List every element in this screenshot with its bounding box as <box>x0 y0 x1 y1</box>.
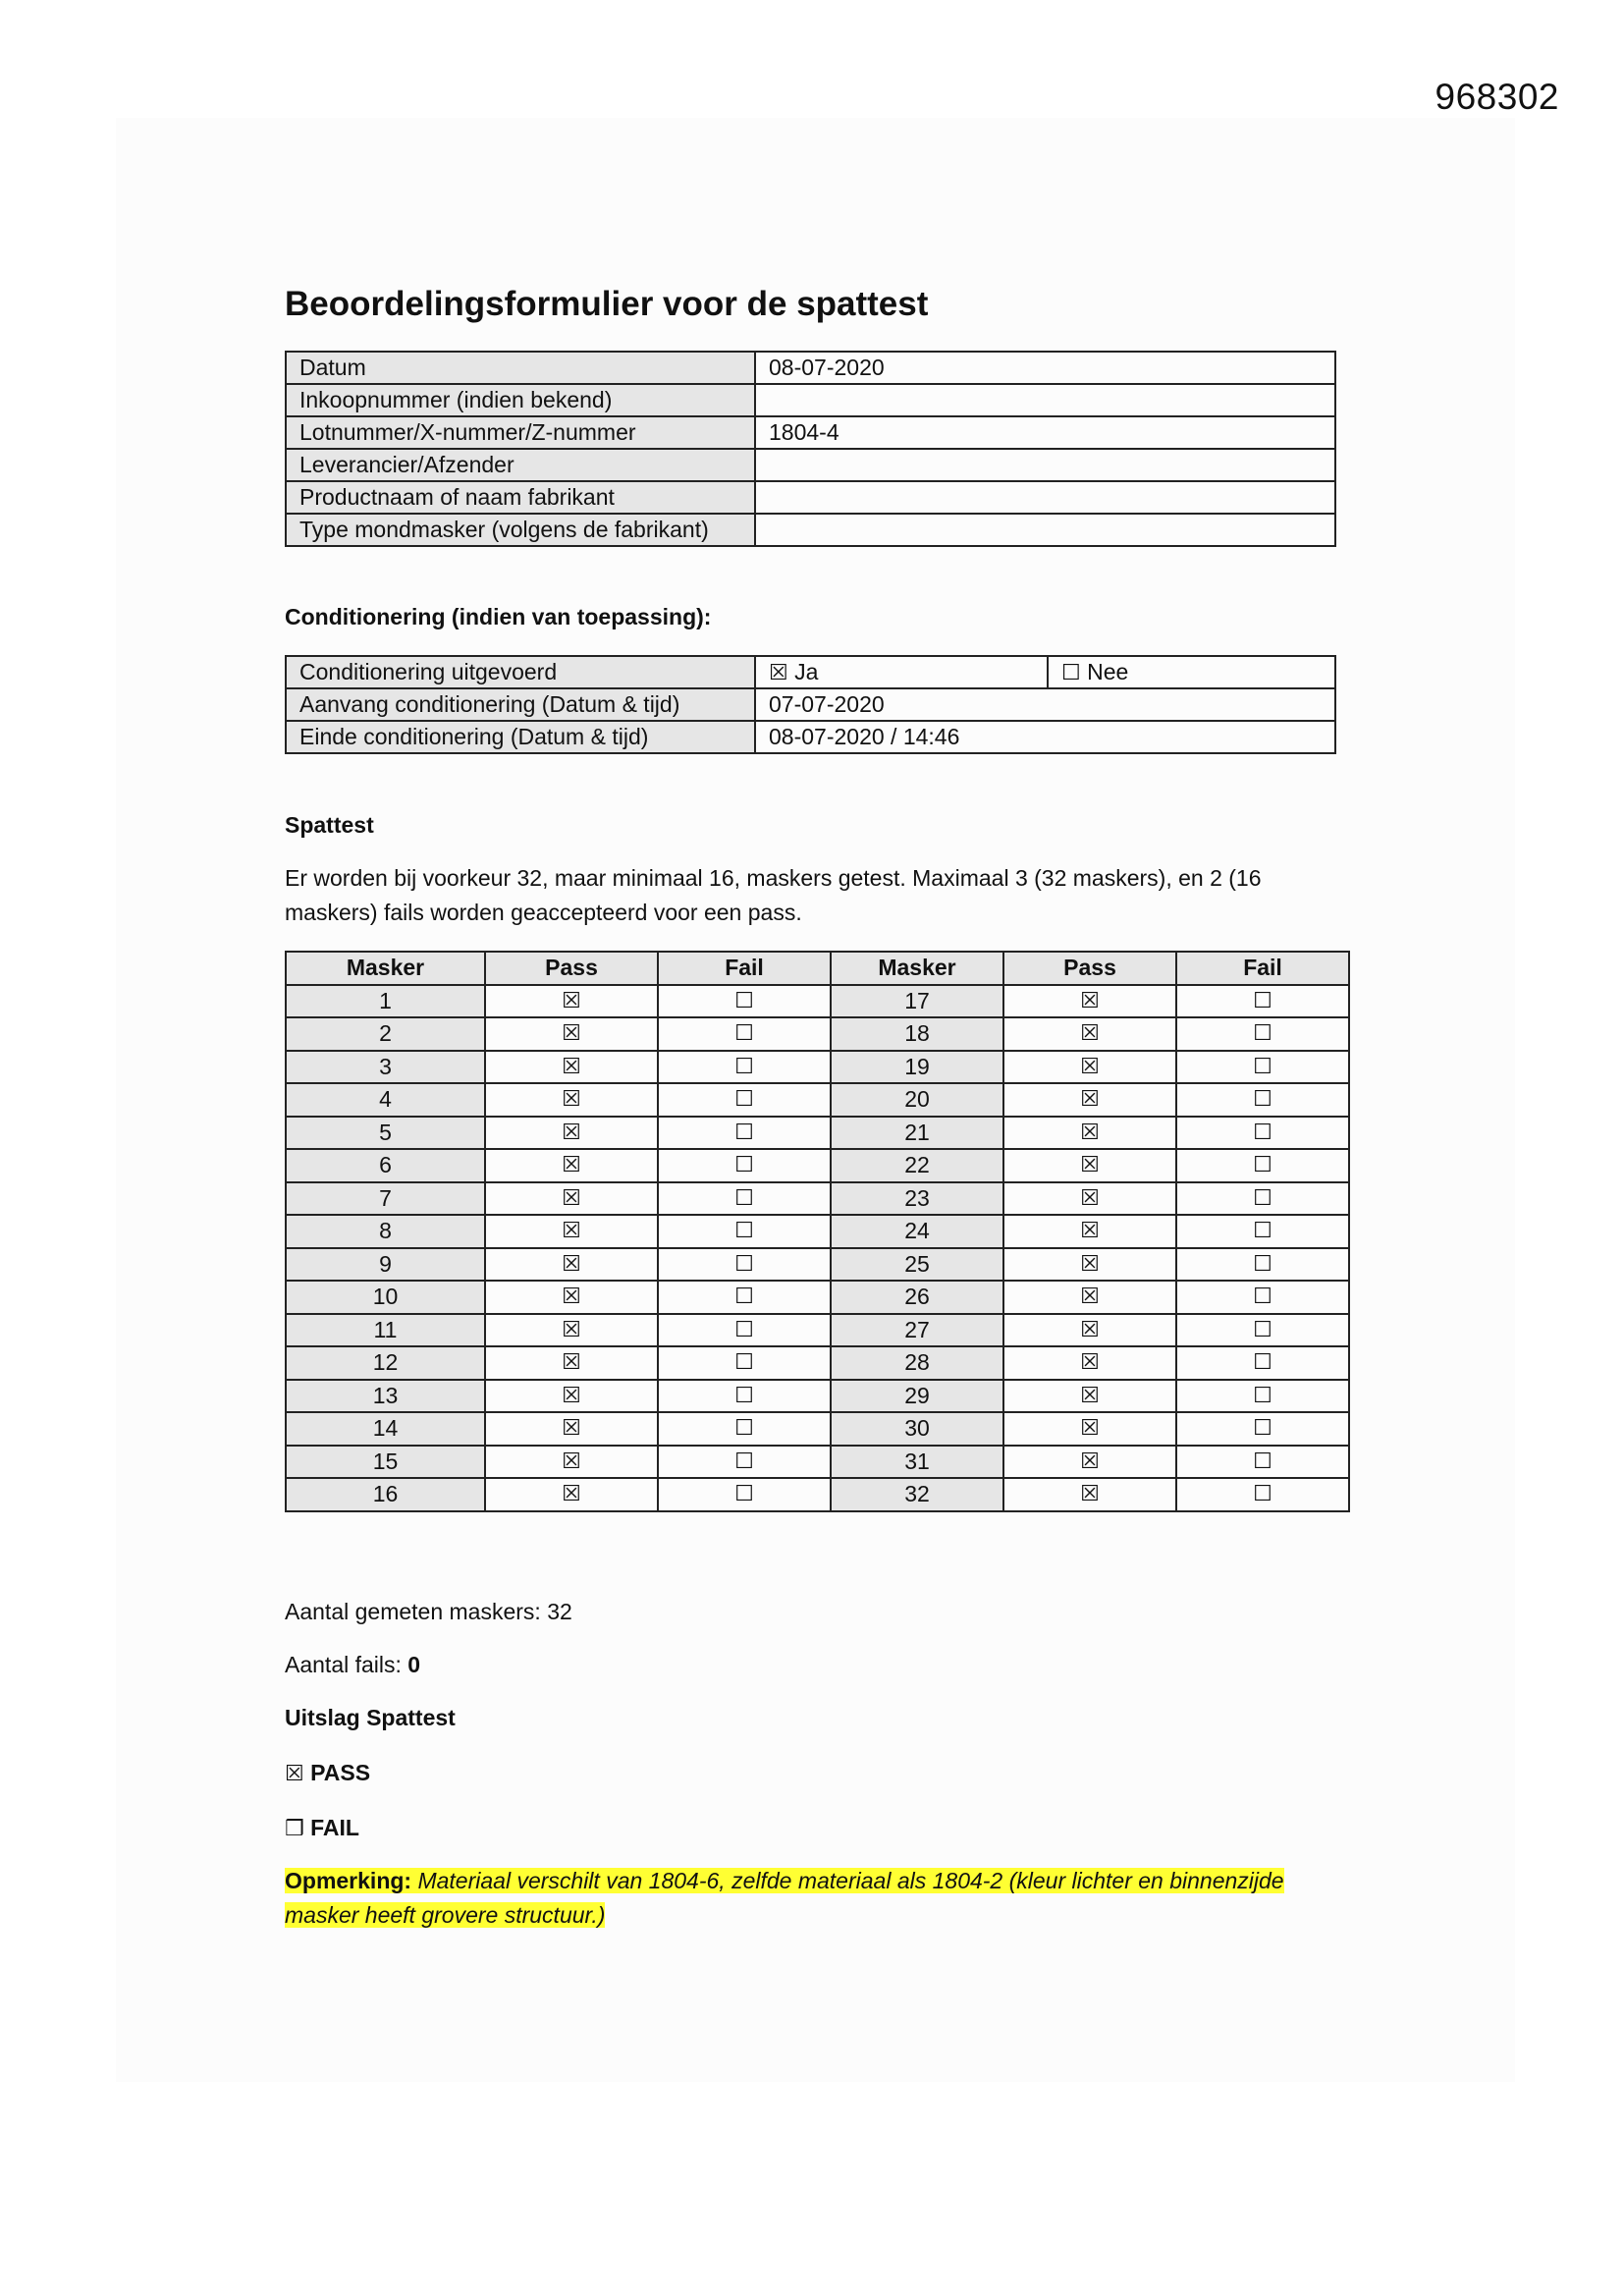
table-row <box>286 1346 1349 1380</box>
pass-checkbox[interactable]: ☒ <box>1003 1446 1176 1479</box>
mask-number: 29 <box>831 1380 1003 1413</box>
mask-number: 12 <box>286 1346 485 1380</box>
mask-number: 30 <box>831 1412 1003 1446</box>
fail-checkbox[interactable]: ☐ <box>658 1412 831 1446</box>
column-header: Fail <box>658 952 831 985</box>
pass-checkbox[interactable]: ☒ <box>1003 1083 1176 1117</box>
product-info-table <box>285 351 1336 547</box>
fail-checkbox[interactable]: ☐ <box>1176 1017 1349 1051</box>
mask-number: 25 <box>831 1248 1003 1282</box>
fail-checkbox[interactable]: ☐ <box>1176 1412 1349 1446</box>
pass-checkbox[interactable]: ☒ <box>1003 1478 1176 1511</box>
conditioning-nee-option[interactable] <box>1048 656 1335 688</box>
fail-checkbox[interactable]: ☐ <box>658 1149 831 1182</box>
fail-checkbox[interactable]: ☐ <box>1176 1446 1349 1479</box>
mask-number: 15 <box>286 1446 485 1479</box>
mask-number: 21 <box>831 1117 1003 1150</box>
fail-checkbox[interactable]: ☐ <box>1176 1478 1349 1511</box>
pass-label: PASS <box>310 1760 371 1785</box>
measured-count <box>285 1599 572 1625</box>
mask-results-table <box>285 951 1350 1512</box>
remark-label: Opmerking: <box>285 1868 412 1893</box>
table-row <box>286 1446 1349 1479</box>
product-info-value[interactable]: 1804-4 <box>755 416 1335 449</box>
product-info-label: Productnaam of naam fabrikant <box>286 481 755 514</box>
fails-count <box>285 1652 420 1678</box>
mask-number: 8 <box>286 1215 485 1248</box>
fail-checkbox[interactable]: ☐ <box>658 1017 831 1051</box>
pass-checkbox[interactable]: ☒ <box>1003 1281 1176 1314</box>
table-row <box>286 1083 1349 1117</box>
fail-checkbox[interactable]: ☐ <box>658 1478 831 1511</box>
remark-text: Materiaal verschilt van 1804-6, zelfde materiaal als 1804-2 (kleur lichter en binnenzijde masker heeft grovere structuur.) <box>285 1868 1284 1928</box>
conditioning-end-label: Einde conditionering (Datum & tijd) <box>286 721 755 753</box>
column-header: Masker <box>286 952 485 985</box>
table-row <box>286 1478 1349 1511</box>
product-info-value[interactable] <box>755 384 1335 416</box>
fail-checkbox[interactable]: ☐ <box>1176 1149 1349 1182</box>
conditioning-table <box>285 655 1336 754</box>
result-fail-option[interactable] <box>285 1815 359 1841</box>
form-title: Beoordelingsformulier voor de spattest <box>285 285 929 323</box>
mask-number: 20 <box>831 1083 1003 1117</box>
fail-checkbox[interactable]: ☐ <box>658 1281 831 1314</box>
mask-number: 6 <box>286 1149 485 1182</box>
column-header: Pass <box>1003 952 1176 985</box>
fail-checkbox[interactable]: ☐ <box>658 985 831 1018</box>
fail-checkbox[interactable]: ☐ <box>658 1248 831 1282</box>
conditioning-performed-row <box>286 656 1335 688</box>
mask-number: 24 <box>831 1215 1003 1248</box>
column-header: Pass <box>485 952 658 985</box>
product-info-label: Leverancier/Afzender <box>286 449 755 481</box>
fail-checkbox[interactable]: ☐ <box>658 1380 831 1413</box>
pass-checkbox[interactable]: ☒ <box>485 1478 658 1511</box>
table-row <box>286 1314 1349 1347</box>
fail-checkbox[interactable]: ☐ <box>1176 1281 1349 1314</box>
product-info-value[interactable] <box>755 514 1335 546</box>
pass-checkbox[interactable]: ☒ <box>485 1117 658 1150</box>
pass-checkbox[interactable]: ☒ <box>485 1215 658 1248</box>
nee-checkbox[interactable]: ☐ <box>1061 661 1081 685</box>
pass-checkbox[interactable]: ☒ <box>485 1314 658 1347</box>
mask-number: 19 <box>831 1051 1003 1084</box>
fail-checkbox[interactable]: ☐ <box>658 1083 831 1117</box>
fail-label: FAIL <box>310 1815 359 1840</box>
pass-checkbox[interactable]: ☒ <box>485 1017 658 1051</box>
pass-checkbox[interactable]: ☒ <box>1003 985 1176 1018</box>
pass-checkbox[interactable]: ☒ <box>485 1051 658 1084</box>
product-info-label: Lotnummer/X-nummer/Z-nummer <box>286 416 755 449</box>
pass-checkbox[interactable]: ☒ <box>485 1149 658 1182</box>
mask-number: 2 <box>286 1017 485 1051</box>
product-info-value[interactable] <box>755 449 1335 481</box>
column-header: Fail <box>1176 952 1349 985</box>
pass-checkbox[interactable]: ☒ <box>1003 1149 1176 1182</box>
measured-label: Aantal gemeten maskers: <box>285 1599 541 1624</box>
ja-checkbox[interactable]: ☒ <box>769 661 788 685</box>
mask-number: 31 <box>831 1446 1003 1479</box>
conditioning-start-label: Aanvang conditionering (Datum & tijd) <box>286 688 755 721</box>
mask-number: 10 <box>286 1281 485 1314</box>
fails-label: Aantal fails: <box>285 1652 402 1677</box>
fail-checkbox[interactable]: ☐ <box>1176 1083 1349 1117</box>
pass-checkbox[interactable]: ☒ <box>485 1380 658 1413</box>
conditioning-start-row <box>286 688 1335 721</box>
product-info-row <box>286 384 1335 416</box>
pass-checkbox[interactable]: ☒ <box>1003 1346 1176 1380</box>
table-row <box>286 1248 1349 1282</box>
conditioning-end-row <box>286 721 1335 753</box>
pass-checkbox[interactable]: ☒ <box>1003 1380 1176 1413</box>
mask-number: 17 <box>831 985 1003 1018</box>
mask-number: 16 <box>286 1478 485 1511</box>
fail-checkbox[interactable]: ☐ <box>658 1215 831 1248</box>
table-row <box>286 1281 1349 1314</box>
product-info-value[interactable]: 08-07-2020 <box>755 352 1335 384</box>
spattest-intro: Er worden bij voorkeur 32, maar minimaal 16, maskers getest. Maximaal 3 (32 maskers), en 2 (16 maskers) fails worden geaccepteerd voor een pass. <box>285 865 1262 925</box>
fail-checkbox[interactable]: ☐ <box>1176 985 1349 1018</box>
table-row <box>286 1051 1349 1084</box>
conditioning-ja-option[interactable] <box>755 656 1048 688</box>
mask-number: 27 <box>831 1314 1003 1347</box>
pass-checkbox[interactable]: ☒ <box>1003 1412 1176 1446</box>
pass-checkbox[interactable]: ☒ <box>485 1346 658 1380</box>
pass-checkbox[interactable]: ☒ <box>1003 1248 1176 1282</box>
mask-number: 4 <box>286 1083 485 1117</box>
fail-checkbox[interactable]: ☐ <box>658 1346 831 1380</box>
result-heading: Uitslag Spattest <box>285 1705 456 1730</box>
conditioning-heading: Conditionering (indien van toepassing): <box>285 604 712 629</box>
pass-checkbox[interactable]: ☒ <box>1003 1017 1176 1051</box>
document-id: 968302 <box>1435 77 1559 117</box>
pass-checkbox[interactable]: ☒ <box>485 1182 658 1216</box>
mask-number: 32 <box>831 1478 1003 1511</box>
measured-value: 32 <box>547 1599 572 1624</box>
fails-value: 0 <box>407 1652 421 1677</box>
fail-checkbox[interactable]: ☐ <box>658 1314 831 1347</box>
product-info-row <box>286 449 1335 481</box>
mask-results-header <box>286 952 1349 985</box>
fail-checkbox[interactable]: ☐ <box>1176 1380 1349 1413</box>
table-row <box>286 985 1349 1018</box>
pass-checkbox[interactable]: ☒ <box>485 1083 658 1117</box>
pass-checkbox[interactable]: ☒ <box>485 1412 658 1446</box>
ja-label: Ja <box>794 659 819 684</box>
pass-checkbox[interactable]: ☒ <box>1003 1215 1176 1248</box>
fail-checkbox[interactable]: ☐ <box>1176 1346 1349 1380</box>
mask-number: 23 <box>831 1182 1003 1216</box>
product-info-label: Inkoopnummer (indien bekend) <box>286 384 755 416</box>
product-info-row <box>286 481 1335 514</box>
table-row <box>286 1117 1349 1150</box>
table-row <box>286 1412 1349 1446</box>
nee-label: Nee <box>1087 659 1129 684</box>
fail-checkbox[interactable]: ☐ <box>1176 1051 1349 1084</box>
pass-checkbox[interactable]: ☒ <box>485 1281 658 1314</box>
mask-number: 11 <box>286 1314 485 1347</box>
product-info-label: Datum <box>286 352 755 384</box>
pass-checkbox[interactable]: ☒ <box>285 1762 304 1786</box>
fail-checkbox[interactable]: ☐ <box>1176 1314 1349 1347</box>
fail-checkbox[interactable]: ❒ <box>285 1817 304 1841</box>
mask-number: 3 <box>286 1051 485 1084</box>
product-info-value[interactable] <box>755 481 1335 514</box>
table-row <box>286 1380 1349 1413</box>
fail-checkbox[interactable]: ☐ <box>1176 1182 1349 1216</box>
pass-checkbox[interactable]: ☒ <box>485 1248 658 1282</box>
mask-number: 13 <box>286 1380 485 1413</box>
product-info-row <box>286 514 1335 546</box>
pass-checkbox[interactable]: ☒ <box>1003 1182 1176 1216</box>
mask-number: 7 <box>286 1182 485 1216</box>
table-row <box>286 1215 1349 1248</box>
mask-number: 28 <box>831 1346 1003 1380</box>
mask-number: 14 <box>286 1412 485 1446</box>
mask-number: 1 <box>286 985 485 1018</box>
fail-checkbox[interactable]: ☐ <box>1176 1248 1349 1282</box>
conditioning-end-value: 08-07-2020 / 14:46 <box>755 721 1335 753</box>
table-row <box>286 1017 1349 1051</box>
column-header: Masker <box>831 952 1003 985</box>
product-info-label: Type mondmasker (volgens de fabrikant) <box>286 514 755 546</box>
mask-number: 5 <box>286 1117 485 1150</box>
pass-checkbox[interactable]: ☒ <box>1003 1117 1176 1150</box>
fail-checkbox[interactable]: ☐ <box>658 1051 831 1084</box>
mask-number: 22 <box>831 1149 1003 1182</box>
pass-checkbox[interactable]: ☒ <box>1003 1314 1176 1347</box>
table-row <box>286 1182 1349 1216</box>
remark <box>285 1864 1326 1933</box>
fail-checkbox[interactable]: ☐ <box>1176 1117 1349 1150</box>
mask-number: 26 <box>831 1281 1003 1314</box>
spattest-heading: Spattest <box>285 812 374 838</box>
fail-checkbox[interactable]: ☐ <box>658 1182 831 1216</box>
product-info-row <box>286 416 1335 449</box>
conditioning-start-value: 07-07-2020 <box>755 688 1335 721</box>
pass-checkbox[interactable]: ☒ <box>485 1446 658 1479</box>
pass-checkbox[interactable]: ☒ <box>485 985 658 1018</box>
conditioning-performed-label: Conditionering uitgevoerd <box>286 656 755 688</box>
product-info-row <box>286 352 1335 384</box>
fail-checkbox[interactable]: ☐ <box>1176 1215 1349 1248</box>
fail-checkbox[interactable]: ☐ <box>658 1117 831 1150</box>
fail-checkbox[interactable]: ☐ <box>658 1446 831 1479</box>
pass-checkbox[interactable]: ☒ <box>1003 1051 1176 1084</box>
result-pass-option[interactable] <box>285 1760 370 1786</box>
mask-number: 18 <box>831 1017 1003 1051</box>
table-row <box>286 1149 1349 1182</box>
mask-number: 9 <box>286 1248 485 1282</box>
